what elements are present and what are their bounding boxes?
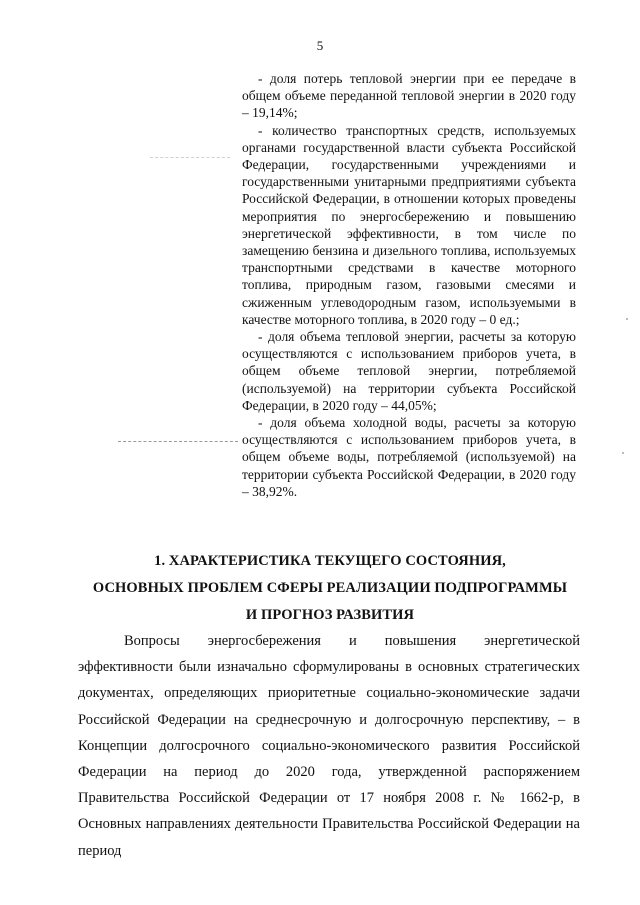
body-paragraph: Вопросы энергосбережения и повышения энергетической эффективности были изначально сформулированы в основных стратегических документах, определяющих приоритетные социально-экономические задачи Российской Федерации на среднесрочную и долгосрочную перспективу, – в Концепции долгосрочного социально-экономического развития Российской Федерации на период до 2020 года, утвержденной распоряжением Правительства Российской Федерации от 17 ноября 2008 г. № 1662-р, в Основных направлениях деятельности Правительства Российской Федерации на период: [78, 633, 580, 859]
scan-artifact-dot: [622, 452, 624, 454]
indicator-item: - доля потерь тепловой энергии при ее передаче в общем объеме переданной тепловой энергии в 2020 году – 19,14%;: [242, 71, 576, 121]
section-heading-line: И ПРОГНОЗ РАЗВИТИЯ: [245, 607, 415, 623]
section-heading: [60, 548, 600, 629]
scan-artifact-dot: [626, 318, 628, 320]
indicator-item: - количество транспортных средств, используемых органами государственной власти субъекта Российской Федерации, государственными учреждениями и государственными унитарными предприятиями субъекта Российской Федерации, в отношении которых проведены мероприятия по энергосбережению и повышению энергетической эффективности, в том числе по замещению бензина и дизельного топлива, используемых транспортными средствами в качестве моторного топлива, природным газом, газовыми смесями и сжиженным углеводородным газом, используемыми в качестве моторного топлива, в 2020 году – 0 ед.;: [242, 122, 576, 327]
indicator-item: - доля объема тепловой энергии, расчеты за которую осуществляются с использованием приборов учета, в общем объеме тепловой энергии, потребляемой (используемой) на территории субъекта Российской Федерации, в 2020 году – 44,05%;: [242, 329, 576, 413]
indicator-item: - доля объема холодной воды, расчеты за которую осуществляются с использованием приборов учета, в общем объеме воды, потребляемой (используемой) на территории субъекта Российской Федерации, в 2020 году – 38,92%.: [242, 415, 576, 499]
scan-artifact-line: [150, 157, 230, 158]
scan-artifact-line: [118, 441, 238, 442]
indicator-list: [242, 70, 576, 500]
section-body: [78, 628, 580, 864]
section-heading-line: 1. ХАРАКТЕРИСТИКА ТЕКУЩЕГО СОСТОЯНИЯ,: [154, 553, 506, 569]
section-heading-line: ОСНОВНЫХ ПРОБЛЕМ СФЕРЫ РЕАЛИЗАЦИИ ПОДПРОГРАММЫ: [92, 580, 568, 596]
page-number: 5: [316, 38, 324, 53]
